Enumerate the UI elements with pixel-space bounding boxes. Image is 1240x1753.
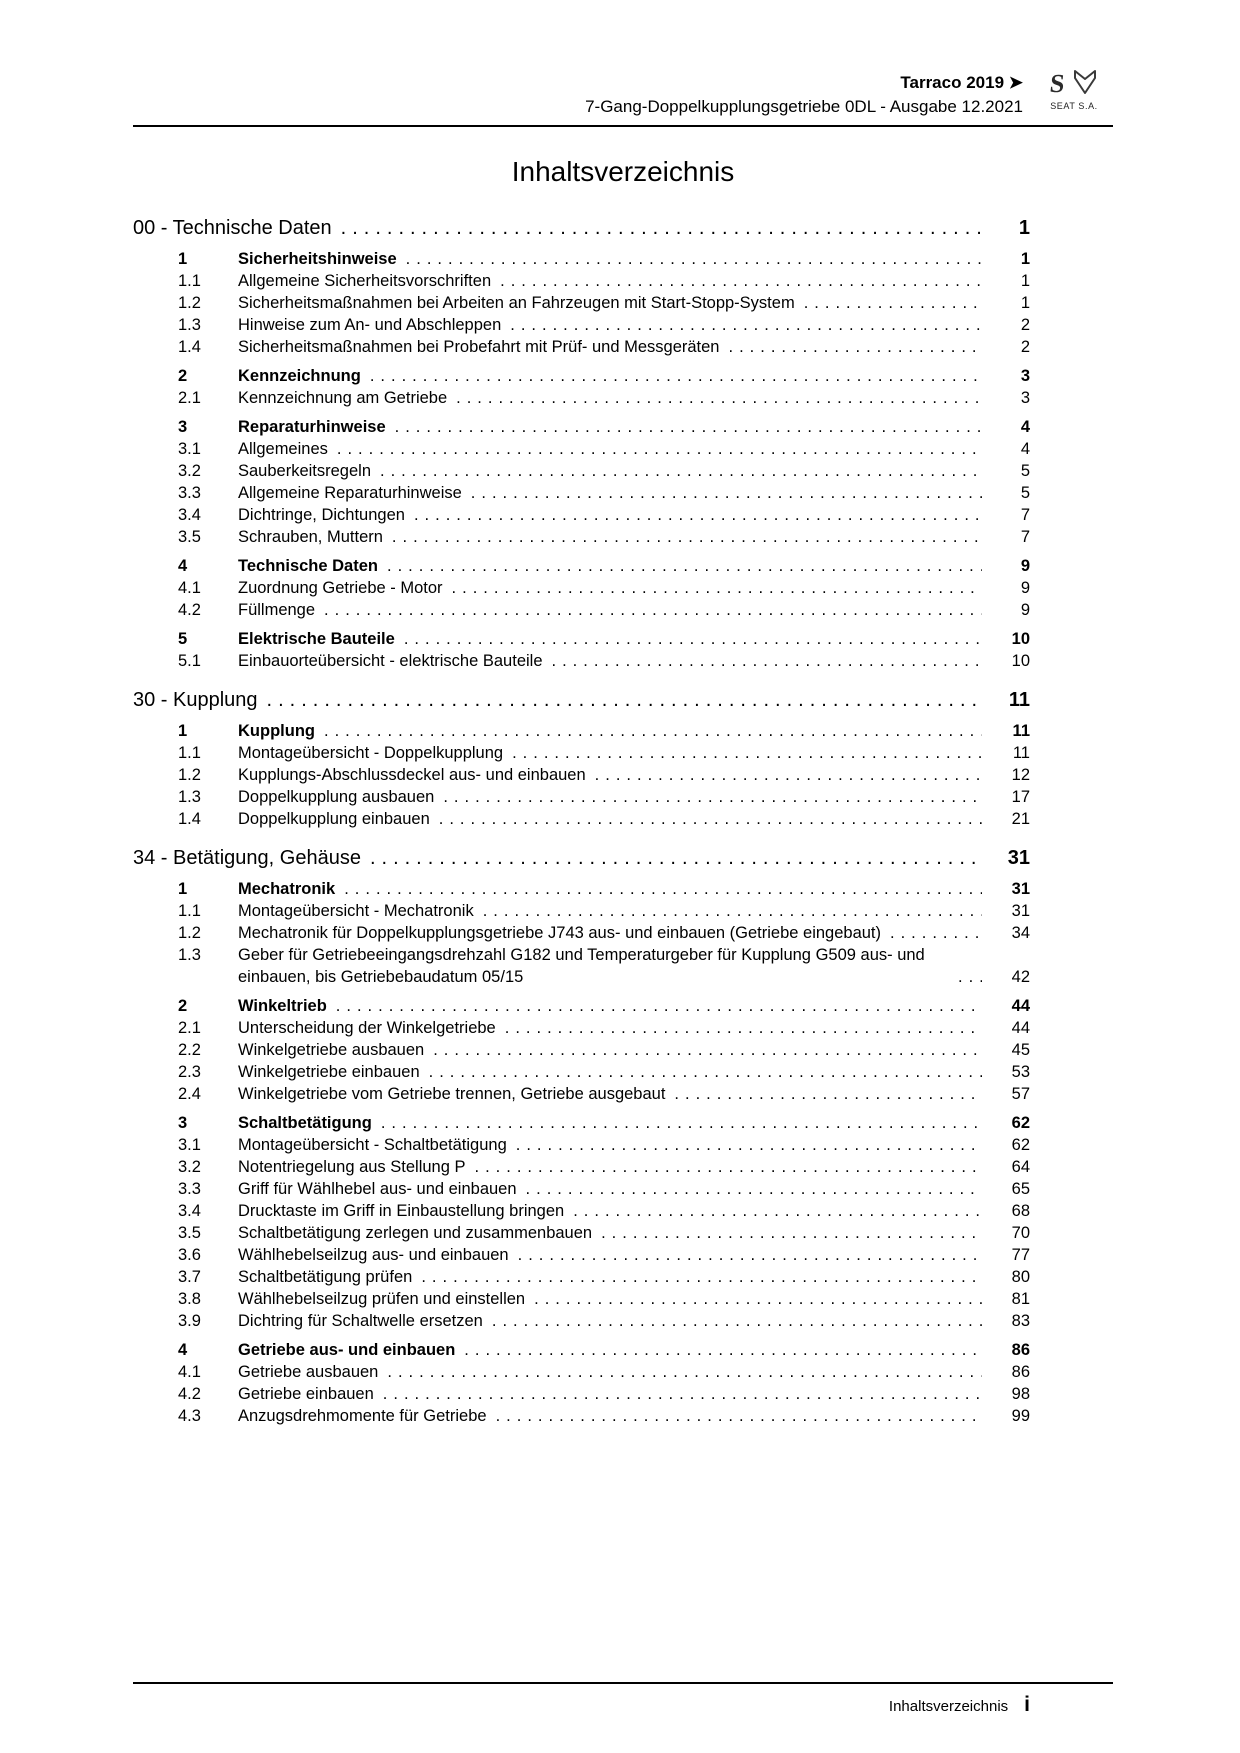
- toc-entry-number: 2.3: [178, 1063, 201, 1081]
- dot-leader: [958, 966, 982, 988]
- dot-leader: [890, 922, 982, 944]
- toc-entry-number: 4.1: [178, 579, 201, 597]
- toc-entry-row: [133, 555, 1030, 577]
- toc-entry-row: [133, 1200, 1030, 1222]
- toc-entry-title: Sauberkeitsregeln: [238, 462, 371, 480]
- toc-entry-number: 1.2: [178, 924, 201, 942]
- toc-entry-title: Wählhebelseilzug prüfen und einstellen: [238, 1290, 526, 1308]
- toc-entry-number: 1.3: [178, 316, 201, 334]
- dot-leader: [496, 1405, 982, 1427]
- toc-entry-number: 3.5: [178, 1224, 201, 1242]
- toc-entry-title: Winkelgetriebe ausbauen: [238, 1041, 425, 1059]
- dot-leader: [804, 292, 982, 314]
- toc-page-number: 57: [1011, 1085, 1030, 1103]
- toc-page-number: 99: [1011, 1407, 1030, 1425]
- dot-leader: [505, 1017, 982, 1039]
- toc-entry-title: Griff für Wählhebel aus- und einbauen: [238, 1180, 517, 1198]
- toc-page-number: 1: [1018, 217, 1030, 239]
- toc-entry-row: [133, 577, 1030, 599]
- toc-entry-number: 2: [178, 997, 188, 1015]
- toc-entry-title: Montageübersicht - Doppelkupplung: [238, 744, 504, 762]
- toc-page-number: 9: [1020, 579, 1030, 597]
- toc-page-number: 11: [1012, 744, 1030, 762]
- toc-entry-title: Montageübersicht - Schaltbetätigung: [238, 1136, 507, 1154]
- toc-entry-row: [133, 416, 1030, 438]
- toc-entry-number: 1: [178, 880, 188, 898]
- toc-entry-title: Geber für Getriebeeingangsdrehzahl G182 und Temperaturgeber für Kupplung G509 aus- und einbauen, bis Getriebebaudatum 05/15: [238, 946, 925, 986]
- dot-leader: [728, 336, 982, 358]
- toc-page-number: 4: [1020, 440, 1030, 458]
- toc-entry-row: [133, 1266, 1030, 1288]
- footer-divider: [133, 1682, 1113, 1684]
- dot-leader: [421, 1266, 982, 1288]
- toc-page-number: 62: [1011, 1114, 1030, 1132]
- toc-entry-number: 1.3: [178, 788, 201, 806]
- toc-entry-row: [133, 900, 1030, 922]
- toc-entry-title: Elektrische Bauteile: [238, 630, 395, 648]
- toc-page-number: 4: [1020, 418, 1030, 436]
- toc-entry-number: 1.4: [178, 338, 201, 356]
- toc-page-number: 77: [1011, 1246, 1030, 1264]
- header-text: [585, 68, 1023, 119]
- toc-entry-row: [133, 1383, 1030, 1405]
- footer-content: [133, 1693, 1113, 1717]
- toc-entry-title: Getriebe ausbauen: [238, 1363, 379, 1381]
- toc-entry-row: [133, 720, 1030, 742]
- toc-page-number: 9: [1020, 557, 1030, 575]
- toc-entry-title: Mechatronik für Doppelkupplungsgetriebe J743 aus- und einbauen (Getriebe eingebaut): [238, 924, 882, 942]
- dot-leader: [337, 438, 982, 460]
- toc-chapter-row: [133, 687, 1030, 713]
- toc-entry-row: [133, 365, 1030, 387]
- toc-entry-number: 3.6: [178, 1246, 201, 1264]
- page-footer: [133, 1682, 1113, 1717]
- header-divider: [133, 125, 1113, 127]
- toc-entry-row: [133, 1339, 1030, 1361]
- toc-entry-number: 3.3: [178, 484, 201, 502]
- toc-entry-title: Füllmenge: [238, 601, 316, 619]
- toc-page-number: 44: [1011, 1019, 1030, 1037]
- toc-entry-number: 1: [178, 722, 188, 740]
- toc-entry-number: 3.8: [178, 1290, 201, 1308]
- toc-entry-row: [133, 336, 1030, 358]
- dot-leader: [526, 1178, 982, 1200]
- toc-entry-number: 5.1: [178, 652, 201, 670]
- dot-leader: [433, 1039, 982, 1061]
- toc-entry-number: 1.2: [178, 294, 201, 312]
- toc-entry-row: [133, 1178, 1030, 1200]
- toc-entry-title: Schaltbetätigung prüfen: [238, 1268, 413, 1286]
- toc-entry-title: Allgemeines: [238, 440, 328, 458]
- toc-entry-row: [133, 1083, 1030, 1105]
- toc-entry-title: Sicherheitshinweise: [238, 250, 397, 268]
- dot-leader: [324, 720, 982, 742]
- toc-entry-row: [133, 387, 1030, 409]
- toc-entry-title: Sicherheitsmaßnahmen bei Probefahrt mit Prüf- und Messgeräten: [238, 338, 720, 356]
- dot-leader: [344, 878, 982, 900]
- toc-entry-number: 3.7: [178, 1268, 201, 1286]
- dot-leader: [573, 1200, 982, 1222]
- toc-page-number: 83: [1011, 1312, 1030, 1330]
- toc-page-number: 12: [1011, 766, 1030, 784]
- page-title: Inhaltsverzeichnis: [511, 156, 735, 187]
- toc-page-number: 86: [1011, 1363, 1030, 1381]
- toc-entry-title: Hinweise zum An- und Abschleppen: [238, 316, 502, 334]
- dot-leader: [443, 786, 982, 808]
- toc-page-number: 68: [1011, 1202, 1030, 1220]
- toc-entry-title: Allgemeine Sicherheitsvorschriften: [238, 272, 492, 290]
- toc-entry-title: Sicherheitsmaßnahmen bei Arbeiten an Fahrzeugen mit Start-Stopp-System: [238, 294, 795, 312]
- toc-entry-number: 1.2: [178, 766, 201, 784]
- toc-page-number: 86: [1011, 1341, 1030, 1359]
- toc-entry-row: [133, 764, 1030, 786]
- toc-page-number: 64: [1011, 1158, 1030, 1176]
- toc-entry-title: Wählhebelseilzug aus- und einbauen: [238, 1246, 509, 1264]
- brand-name: SEAT S.A.: [1050, 101, 1098, 111]
- toc-entry-title: Einbauorteübersicht - elektrische Bauteile: [238, 652, 543, 670]
- dot-leader: [387, 1361, 982, 1383]
- dot-leader: [475, 1156, 983, 1178]
- toc-page-number: 7: [1020, 528, 1030, 546]
- dot-leader: [464, 1339, 982, 1361]
- toc-entry-row: [133, 808, 1030, 830]
- toc-entry-title: Doppelkupplung einbauen: [238, 810, 430, 828]
- dot-leader: [404, 628, 982, 650]
- toc-entry-title: Mechatronik: [238, 880, 336, 898]
- toc-entry-row: [133, 650, 1030, 672]
- toc-entry-row: [133, 1244, 1030, 1266]
- toc-entry-title: Schrauben, Muttern: [238, 528, 383, 546]
- logos-row: [1035, 68, 1113, 100]
- toc-entry-title: Kupplung: [238, 722, 315, 740]
- dot-leader: [674, 1083, 982, 1105]
- toc-entry-title: Kennzeichnung am Getriebe: [238, 389, 448, 407]
- toc-entry-number: 4: [178, 1341, 188, 1359]
- dot-leader: [534, 1288, 982, 1310]
- dot-leader: [456, 387, 982, 409]
- toc-page-number: 81: [1011, 1290, 1030, 1308]
- toc-entry-row: [133, 1361, 1030, 1383]
- dot-leader: [510, 314, 982, 336]
- dot-leader: [336, 995, 982, 1017]
- toc-entry-number: 3.4: [178, 1202, 201, 1220]
- toc-entry-row: [133, 1017, 1030, 1039]
- toc-entry-number: 1.1: [178, 902, 201, 920]
- toc-entry-number: 3.4: [178, 506, 201, 524]
- toc-entry-row: [133, 460, 1030, 482]
- toc-entry-number: 2.2: [178, 1041, 201, 1059]
- toc-entry-number: 3.5: [178, 528, 201, 546]
- toc-entry-number: 3.9: [178, 1312, 201, 1330]
- toc-page-number: 3: [1020, 389, 1030, 407]
- dot-leader: [492, 1310, 982, 1332]
- toc-entry-row: [133, 1222, 1030, 1244]
- toc-entry-number: 1: [178, 250, 188, 268]
- toc-entry-row: [133, 995, 1030, 1017]
- toc-entry-row: [133, 922, 1030, 944]
- toc-entry-title: Schaltbetätigung zerlegen und zusammenbauen: [238, 1224, 593, 1242]
- dot-leader: [595, 764, 982, 786]
- dot-leader: [387, 555, 982, 577]
- toc-entry-title: Getriebe einbauen: [238, 1385, 374, 1403]
- toc-chapter-title: 30 - Kupplung: [133, 689, 258, 711]
- dot-leader: [512, 742, 982, 764]
- dot-leader: [452, 577, 982, 599]
- toc-entry-title: Zuordnung Getriebe - Motor: [238, 579, 443, 597]
- toc-entry-row: [133, 878, 1030, 900]
- dot-leader: [483, 900, 982, 922]
- manual-subtitle: 7-Gang-Doppelkupplungsgetriebe 0DL - Ausgabe 12.2021: [585, 97, 1023, 116]
- toc-entry-title: Doppelkupplung ausbauen: [238, 788, 435, 806]
- dot-leader: [383, 1383, 982, 1405]
- toc-page-number: 62: [1011, 1136, 1030, 1154]
- footer-label: Inhaltsverzeichnis: [888, 1698, 1009, 1715]
- toc-entry-row: [133, 742, 1030, 764]
- toc-page-number: 17: [1011, 788, 1030, 806]
- toc-entry-title: Montageübersicht - Mechatronik: [238, 902, 474, 920]
- dot-leader: [516, 1134, 982, 1156]
- dot-leader: [370, 365, 982, 387]
- toc-entry-row: [133, 292, 1030, 314]
- toc-page-number: 1: [1020, 250, 1030, 268]
- dot-leader: [341, 215, 982, 241]
- toc-page-number: 11: [1008, 689, 1030, 711]
- toc-entry-row: [133, 1405, 1030, 1427]
- toc-page-number: 7: [1020, 506, 1030, 524]
- toc-page-number: 2: [1020, 316, 1030, 334]
- toc-page-number: 10: [1011, 630, 1030, 648]
- toc-page-number: 2: [1020, 338, 1030, 356]
- footer-page-number: i: [1024, 1693, 1030, 1716]
- toc-chapter-title: 34 - Betätigung, Gehäuse: [133, 847, 361, 869]
- dot-leader: [601, 1222, 982, 1244]
- toc-chapter-row: [133, 845, 1030, 871]
- toc-page-number: 45: [1011, 1041, 1030, 1059]
- dot-leader: [380, 460, 982, 482]
- dot-leader: [471, 482, 982, 504]
- toc-page-number: 3: [1020, 367, 1030, 385]
- toc-page-number: 21: [1011, 810, 1030, 828]
- toc-page-number: 98: [1011, 1385, 1030, 1403]
- toc-entry-title: Dichtringe, Dichtungen: [238, 506, 405, 524]
- seat-emblem-icon: [1072, 68, 1098, 101]
- toc-page-number: 70: [1011, 1224, 1030, 1242]
- toc-page-number: 80: [1011, 1268, 1030, 1286]
- toc-page-number: 44: [1011, 997, 1030, 1015]
- toc-entry-row: [133, 599, 1030, 621]
- toc-entry-title: Winkelgetriebe vom Getriebe trennen, Getriebe ausgebaut: [238, 1085, 666, 1103]
- toc-entry-number: 2.4: [178, 1085, 201, 1103]
- toc-entry-row: [133, 944, 1030, 988]
- toc-entry-number: 3: [178, 1114, 188, 1132]
- toc-entry-row: [133, 786, 1030, 808]
- toc-entry-row: [133, 1039, 1030, 1061]
- toc-entry-title: Drucktaste im Griff in Einbaustellung bringen: [238, 1202, 565, 1220]
- toc-entry-row: [133, 314, 1030, 336]
- toc-entry-row: [133, 1134, 1030, 1156]
- toc-entry-title: Winkeltrieb: [238, 997, 327, 1015]
- toc-entry-number: 3.2: [178, 1158, 201, 1176]
- toc-page-number: 1: [1020, 294, 1030, 312]
- dot-leader: [381, 1112, 982, 1134]
- toc-entry-title: Technische Daten: [238, 557, 378, 575]
- toc-entry-row: [133, 482, 1030, 504]
- toc-entry-title: Allgemeine Reparaturhinweise: [238, 484, 462, 502]
- toc-entry-title: Unterscheidung der Winkelgetriebe: [238, 1019, 496, 1037]
- toc-entry-row: [133, 1156, 1030, 1178]
- dot-leader: [414, 504, 982, 526]
- dot-leader: [439, 808, 982, 830]
- dot-leader: [395, 416, 982, 438]
- toc-entry-title: Kupplungs-Abschlussdeckel aus- und einbauen: [238, 766, 586, 784]
- toc-entry-title: Winkelgetriebe einbauen: [238, 1063, 420, 1081]
- toc-page-number: 31: [1011, 880, 1030, 898]
- toc-page-number: 10: [1011, 652, 1030, 670]
- toc-entry-row: [133, 1310, 1030, 1332]
- dot-leader: [324, 599, 982, 621]
- toc-page-number: 1: [1020, 272, 1030, 290]
- toc-entry-number: 3.2: [178, 462, 201, 480]
- toc-entry-number: 2: [178, 367, 188, 385]
- toc-page-number: 31: [1007, 847, 1030, 869]
- toc-entry-number: 1.1: [178, 272, 201, 290]
- toc-entry-number: 2.1: [178, 1019, 201, 1037]
- toc-entry-number: 3: [178, 418, 188, 436]
- toc-entry-title: Notentriegelung aus Stellung P: [238, 1158, 466, 1176]
- dot-leader: [500, 270, 982, 292]
- toc-entry-row: [133, 1061, 1030, 1083]
- toc-page-number: 65: [1011, 1180, 1030, 1198]
- toc-entry-title: Anzugsdrehmomente für Getriebe: [238, 1407, 487, 1425]
- toc-entry-number: 3.1: [178, 440, 201, 458]
- toc-chapter-row: [133, 215, 1030, 241]
- dot-leader: [267, 687, 982, 713]
- toc-entry-number: 2.1: [178, 389, 201, 407]
- toc-entry-row: [133, 628, 1030, 650]
- toc-entry-title: Kennzeichnung: [238, 367, 361, 385]
- toc-page-number: 5: [1020, 462, 1030, 480]
- seat-s-icon: S: [1048, 69, 1067, 98]
- toc-entry-number: 4.1: [178, 1363, 201, 1381]
- dot-leader: [392, 526, 982, 548]
- toc-entry-row: [133, 270, 1030, 292]
- toc-entry-title: Getriebe aus- und einbauen: [238, 1341, 456, 1359]
- toc-entry-row: [133, 1288, 1030, 1310]
- dot-leader: [518, 1244, 982, 1266]
- toc-page-number: 9: [1020, 601, 1030, 619]
- toc-entry-number: 3.3: [178, 1180, 201, 1198]
- toc-entry-row: [133, 438, 1030, 460]
- toc-entry-number: 1.3: [178, 946, 201, 964]
- toc-entry-number: 4.2: [178, 601, 201, 619]
- model-title: Tarraco 2019 ➤: [900, 73, 1023, 92]
- toc-entry-number: 3.1: [178, 1136, 201, 1154]
- toc-entry-row: [133, 504, 1030, 526]
- dot-leader: [370, 845, 982, 871]
- toc-entry-number: 4.2: [178, 1385, 201, 1403]
- dot-leader: [406, 248, 982, 270]
- toc: [133, 215, 1113, 1427]
- toc-page-number: 53: [1011, 1063, 1030, 1081]
- toc-entry-row: [133, 1112, 1030, 1134]
- toc-entry-number: 1.4: [178, 810, 201, 828]
- page-header: [133, 0, 1113, 119]
- toc-page-number: 42: [1011, 968, 1030, 986]
- dot-leader: [552, 650, 982, 672]
- toc-entry-title: Reparaturhinweise: [238, 418, 386, 436]
- toc-entry-number: 1.1: [178, 744, 201, 762]
- toc-page-number: 31: [1011, 902, 1030, 920]
- toc-page-number: 34: [1011, 924, 1030, 942]
- toc-entry-title: Schaltbetätigung: [238, 1114, 372, 1132]
- toc-entry-title: Dichtring für Schaltwelle ersetzen: [238, 1312, 483, 1330]
- toc-page-number: 11: [1012, 722, 1030, 740]
- toc-chapter-title: 00 - Technische Daten: [133, 217, 332, 239]
- toc-entry-number: 5: [178, 630, 188, 648]
- toc-entry-number: 4: [178, 557, 188, 575]
- toc-entry-row: [133, 248, 1030, 270]
- toc-entry-number: 4.3: [178, 1407, 201, 1425]
- brand-logos: [1035, 68, 1113, 119]
- toc-entry-row: [133, 526, 1030, 548]
- dot-leader: [429, 1061, 982, 1083]
- toc-page-number: 5: [1020, 484, 1030, 502]
